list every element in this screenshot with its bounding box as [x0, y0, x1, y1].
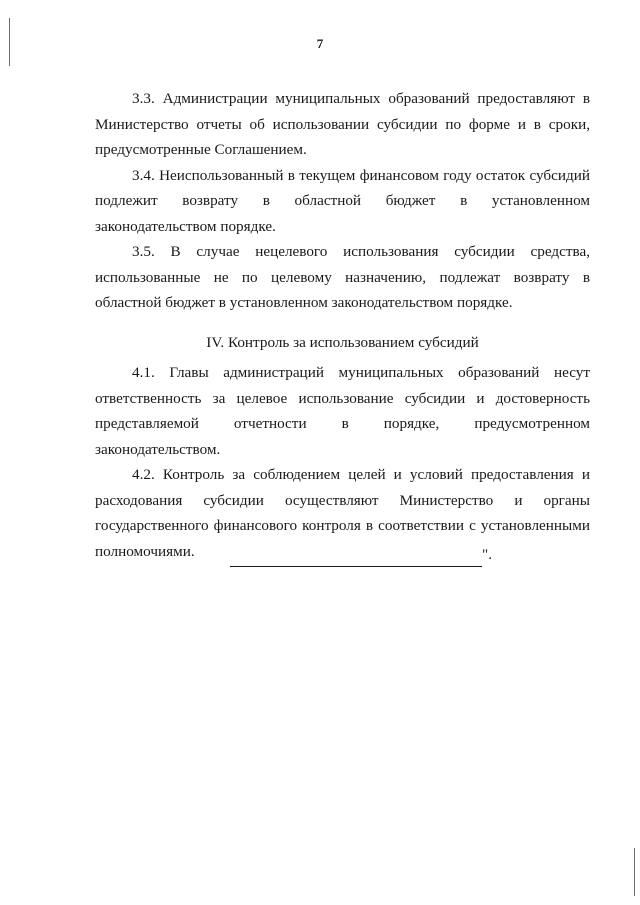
- scan-edge-mark: [634, 848, 635, 896]
- paragraph-3-4: 3.4. Неиспользованный в текущем финансовом году остаток субсидий подлежит возврату в областной бюджет в установленном законодательством порядке.: [95, 166, 590, 235]
- closing-rule: [230, 566, 482, 567]
- page-number: 7: [316, 36, 324, 51]
- paragraph-3-3: 3.3. Администрации муниципальных образований предоставляют в Министерство отчеты об использовании субсидии по форме и в сроки, предусмотренные Соглашением.: [95, 90, 590, 158]
- section-4-body: [95, 360, 590, 564]
- paragraph-4-2: 4.2. Контроль за соблюдением целей и условий предоставления и расходования субсидии осуществляют Министерство и органы государственного финансового контроля в соответствии с установленными полномочиями.: [95, 466, 590, 560]
- paragraph-4-1: 4.1. Главы администраций муниципальных образований несут ответственность за целевое использование субсидии и достоверность представляемой отчетности в порядке, предусмотренном законодательством.: [95, 364, 590, 458]
- section-3-body: [95, 86, 590, 316]
- closing-quote-mark: ".: [482, 546, 492, 563]
- section-4-heading: IV. Контроль за использованием субсидий: [206, 334, 479, 351]
- paragraph-3-5: 3.5. В случае нецелевого использования субсидии средства, использованные не по целевому назначению, подлежат возврату в областной бюджет в установленном законодательством порядке.: [95, 243, 590, 311]
